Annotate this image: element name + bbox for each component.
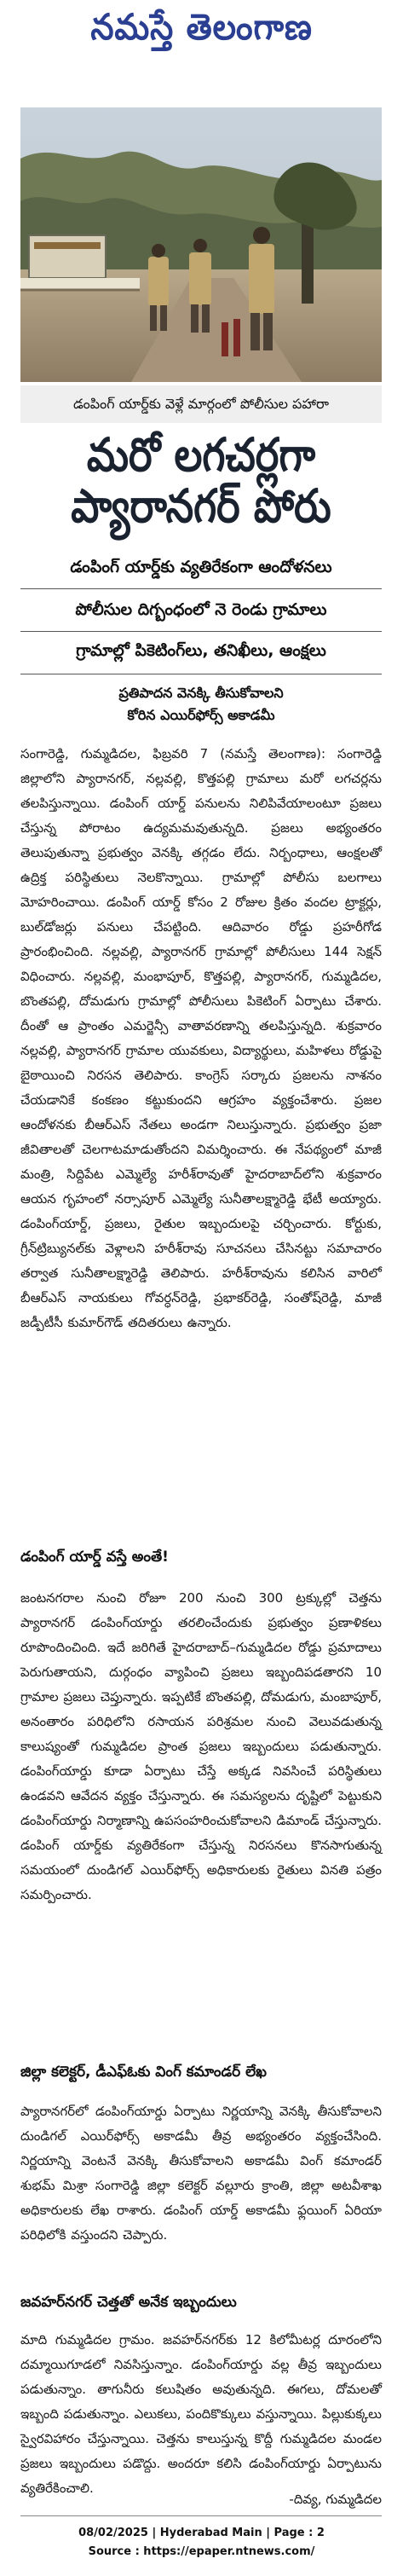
divider: [20, 2515, 382, 2516]
subhead-3: గ్రామాల్లో పికెటింగ్‌లు, తనిఖీలు, ఆంక్షలు: [76, 641, 326, 660]
article-paragraph-3: ప్యారానగర్‌లో డంపింగ్‌యార్డు ఏర్పాటు నిర్ణయాన్ని వెనక్కి తీసుకోవాలని దుండిగల్ ఎయిర్‌ఫోర్స్ అకాడమీ తీవ్ర అభ్యంతరం వ్యక్తంచేసింది. నిర్ణయాన్ని వెంటనే వెనక్కి తీసుకోవాలని అకాడమీ వింగ్ కమాండర్ శుభమ్ మిశ్రా సంగారెడ్డి జిల్లా కలెక్టర్ వల్లూరు క్రాంతి, జిల్లా అటవీశాఖ అధికారులకు లేఖ రాశారు. డంపింగ్ యార్డ్ అకాడమీ ఫ్లయింగ్ ఏరియా పరిధిలోకి వస్తుందని చెప్పారు.: [20, 2104, 382, 2243]
subhead-4-line-1: ప్రతిపాదన వెనక్కి తీసుకోవాలని: [118, 685, 284, 701]
divider: [20, 631, 382, 632]
section-heading-3: జవహర్‌నగర్ చెత్తతో అనేక ఇబ్బందులు: [20, 2294, 237, 2311]
section-heading-2: జిల్లా కలెక్టర్, డీఎఫ్‌ఓకు వింగ్ కమాండర్ లేఖ: [20, 2064, 268, 2081]
photo-caption: [20, 385, 382, 423]
police-checkpoint-photo: [20, 107, 382, 382]
subhead-4: [20, 682, 382, 726]
headline-line-2: ప్యారానగర్ పోరు: [71, 479, 331, 533]
page-footer: [0, 2524, 403, 2562]
footer-edition: 08/02/2025 | Hyderabad Main | Page : 2: [78, 2527, 325, 2539]
article-paragraph-1: సంగారెడ్డి, గుమ్మడిదల, ఫిబ్రవరి 7 (నమస్తే తెలంగాణ): సంగారెడ్డి జిల్లాలోని ప్యారానగర్, నల్లవల్లి, కొత్తపల్లి గ్రామాలు మరో లగచర్లను తలపిస్తున్నాయి. డంపింగ్ యార్డ్ పనులను నిలిపివేయాలంటూ ప్రజలు చేస్తున్న పోరాటం ఉద్యమమవుతున్నది. ప్రజలు అభ్యంతరం తెలుపుతున్నా ప్రభుత్వం వెనక్కి తగ్గడం లేదు. నిర్బంధాలు, ఆంక్షలతో ఉద్రిక్త పరిస్థితులు నెలకొన్నాయి. గ్రామాల్లో పోలీసు బలగాలు మోహరించాయి. డంపింగ్ యార్డ్ కోసం 2 రోజుల క్రితం వందల ట్రాక్టర్లు, బుల్‌డోజర్లు పనులు చేపట్టింది. ఆదివారం రోడ్డు ప్రహరీగోడ ప్రారంభించింది. నల్లవల్లి, ప్యారానగర్ గ్రామాల్లో పోలీసులు 144 సెక్షన్ విధించారు. నల్లవల్లి, మంభాపూర్, కొత్తపల్లి, ప్యారానగర్, గుమ్మడిదల, బొంతపల్లి, దోమడుగు గ్రామాల్లో పోలీసులు పికెటింగ్ ఏర్పాటు చేశారు. దీంతో ఆ ప్రాంతం ఎమర్జెన్సీ వాతావరణాన్ని తలపిస్తున్నది. శుక్రవారం నల్లవల్లి, ప్యారానగర్ గ్రామాల యువకులు, విద్యార్థులు, మహిళలు రోడ్డుపై బైఠాయించి నిరసన తెలిపారు. కాంగ్రెస్ సర్కారు ప్రజలను నాశనం చేయడానికే కంకణం కట్టుకుందని ఆగ్రహం వ్యక్తంచేశారు. ప్రజల ఆందోళనకు బీఆర్‌ఎస్ నేతలు అండగా నిలుస్తున్నారు. ప్రభుత్వం ప్రజా జీవితాలతో చెలగాటమాడుతోందని విమర్శించారు. ఈ నేపథ్యంలో మాజీ మంత్రి, సిద్దిపేట ఎమ్మెల్యే హరీశ్‌రావుతో హైదరాబాద్‌లోని శుక్రవారం ఆయన గృహంలో నర్సాపూర్ ఎమ్మెల్యే సునీతాలక్ష్మారెడ్డి భేటీ అయ్యారు. డంపింగ్‌యార్డ్, ప్రజలు, రైతుల ఇబ్బందులపై చర్చించారు. కోర్టుకు, గ్రీన్‌ట్రిబ్యునల్‌కు వెళ్లాలని హరీశ్‌రావు సూచనలు చేసినట్టు సమాచారం తర్వాత సునీతాలక్ష్మారెడ్డి తెలిపారు. హరీశ్‌రావును కలిసిన వారిలో బీఆర్‌ఎస్ నాయకులు గోవర్ధన్‌రెడ్డి, ప్రభాకర్‌రెడ్డి, సంతోష్‌రెడ్డి, మాజీ జడ్పీటీసీ కుమార్‌గౌడ్ తదితరులు ఉన్నారు.: [20, 746, 382, 1330]
footer-source: Source : https://epaper.ntnews.com/: [88, 2545, 315, 2558]
subhead-1: డంపింగ్ యార్డ్‌కు వ్యతిరేకంగా ఆందోళనలు: [70, 558, 332, 576]
masthead-title: నమస్తే తెలంగాణ: [90, 6, 313, 48]
byline: -దివ్య, గుమ్మడిదల: [289, 2492, 382, 2507]
headline-line-1: మరో లగచర్లగా: [86, 428, 316, 482]
headline: [20, 430, 382, 532]
subhead-4-line-2: కోరిన ఎయిర్‌ఫోర్స్ అకాడమీ: [127, 707, 275, 723]
section-heading-1: డంపింగ్ యార్డ్ వస్తే అంతే!: [20, 1548, 169, 1566]
news-photo: [20, 107, 382, 382]
article-paragraph-2: జంటనగరాల నుంచి రోజూ 200 నుంచి 300 ట్రక్కుల్లో చెత్తను ప్యారానగర్ డంపింగ్‌యార్డు తరలించేందుకు ప్రభుత్వం ప్రణాళికలు రూపొందించింది. ఇదే జరిగితే హైదరాబాద్–గుమ్మడిదల రోడ్డు ప్రమాదాలు పెరుగుతాయని, దుర్గంధం వ్యాపించి ప్రజలు ఇబ్బందిపడతారని 10 గ్రామాల ప్రజలు చెప్తున్నారు. ఇప్పటికే బొంతపల్లి, దోమడుగు, మంబాపూర్, అనంతారం పరిధిలోని రసాయన పరిశ్రమల నుంచి వెలువడుతున్న కాలుష్యంతో గుమ్మడిదల ప్రాంత ప్రజలు ఇబ్బందులు పడుతున్నారు. డంపింగ్‌యార్డు కూడా ఏర్పాటు చేస్తే అక్కడ నివసించే పరిస్థితులు ఉండవని ఆవేదన వ్యక్తం చేస్తున్నారు. ఈ సమస్యలను దృష్టిలో పెట్టుకుని డంపింగ్‌యార్డు నిర్మాణాన్ని ఉపసంహరించుకోవాలని డిమాండ్ చేస్తున్నారు. డంపింగ్ యార్డ్‌కు వ్యతిరేకంగా చేస్తున్న నిరసనలు కొనసాగుతున్న సమయంలో దుండిగల్ ఎయిర్‌ఫోర్స్ అధికారులకు రైతులు వినతి పత్రం సమర్పించారు.: [20, 1590, 382, 1902]
article-paragraph-4: మాది గుమ్మడిదల గ్రామం. జవహర్‌నగర్‌కు 12 కిలోమీటర్ల దూరంలోని దమ్మాయిగూడలో నివసిస్తున్నాం. డంపింగ్‌యార్డు వల్ల తీవ్ర ఇబ్బందులు పడుతున్నాం. తాగునీరు కలుషితం అవుతున్నది. ఈగలు, దోమలతో ఇబ్బంది పడుతున్నాం. ఎలుకలు, పందికొక్కులు వస్తున్నాయి. పిల్లుకుక్కలు స్వైరవిహారం చేస్తున్నాయి. చెత్తను కాలుస్తున్న కొద్దీ గుమ్మడిదల మండల ప్రజలు ఇబ్బందులు పడొద్దు. అందరూ కలిసి డంపింగ్‌యార్డు ఏర్పాటును వ్యతిరేకించాలి.: [20, 2332, 382, 2496]
subhead-2: పోలీసుల దిగ్బంధంలో నె రెండు గ్రామాలు: [75, 600, 327, 619]
divider: [20, 588, 382, 589]
caption-text: డంపింగ్ యార్డ్‌కు వెళ్లే మార్గంలో పోలీసుల పహారా: [73, 396, 329, 412]
masthead: [0, 0, 403, 55]
